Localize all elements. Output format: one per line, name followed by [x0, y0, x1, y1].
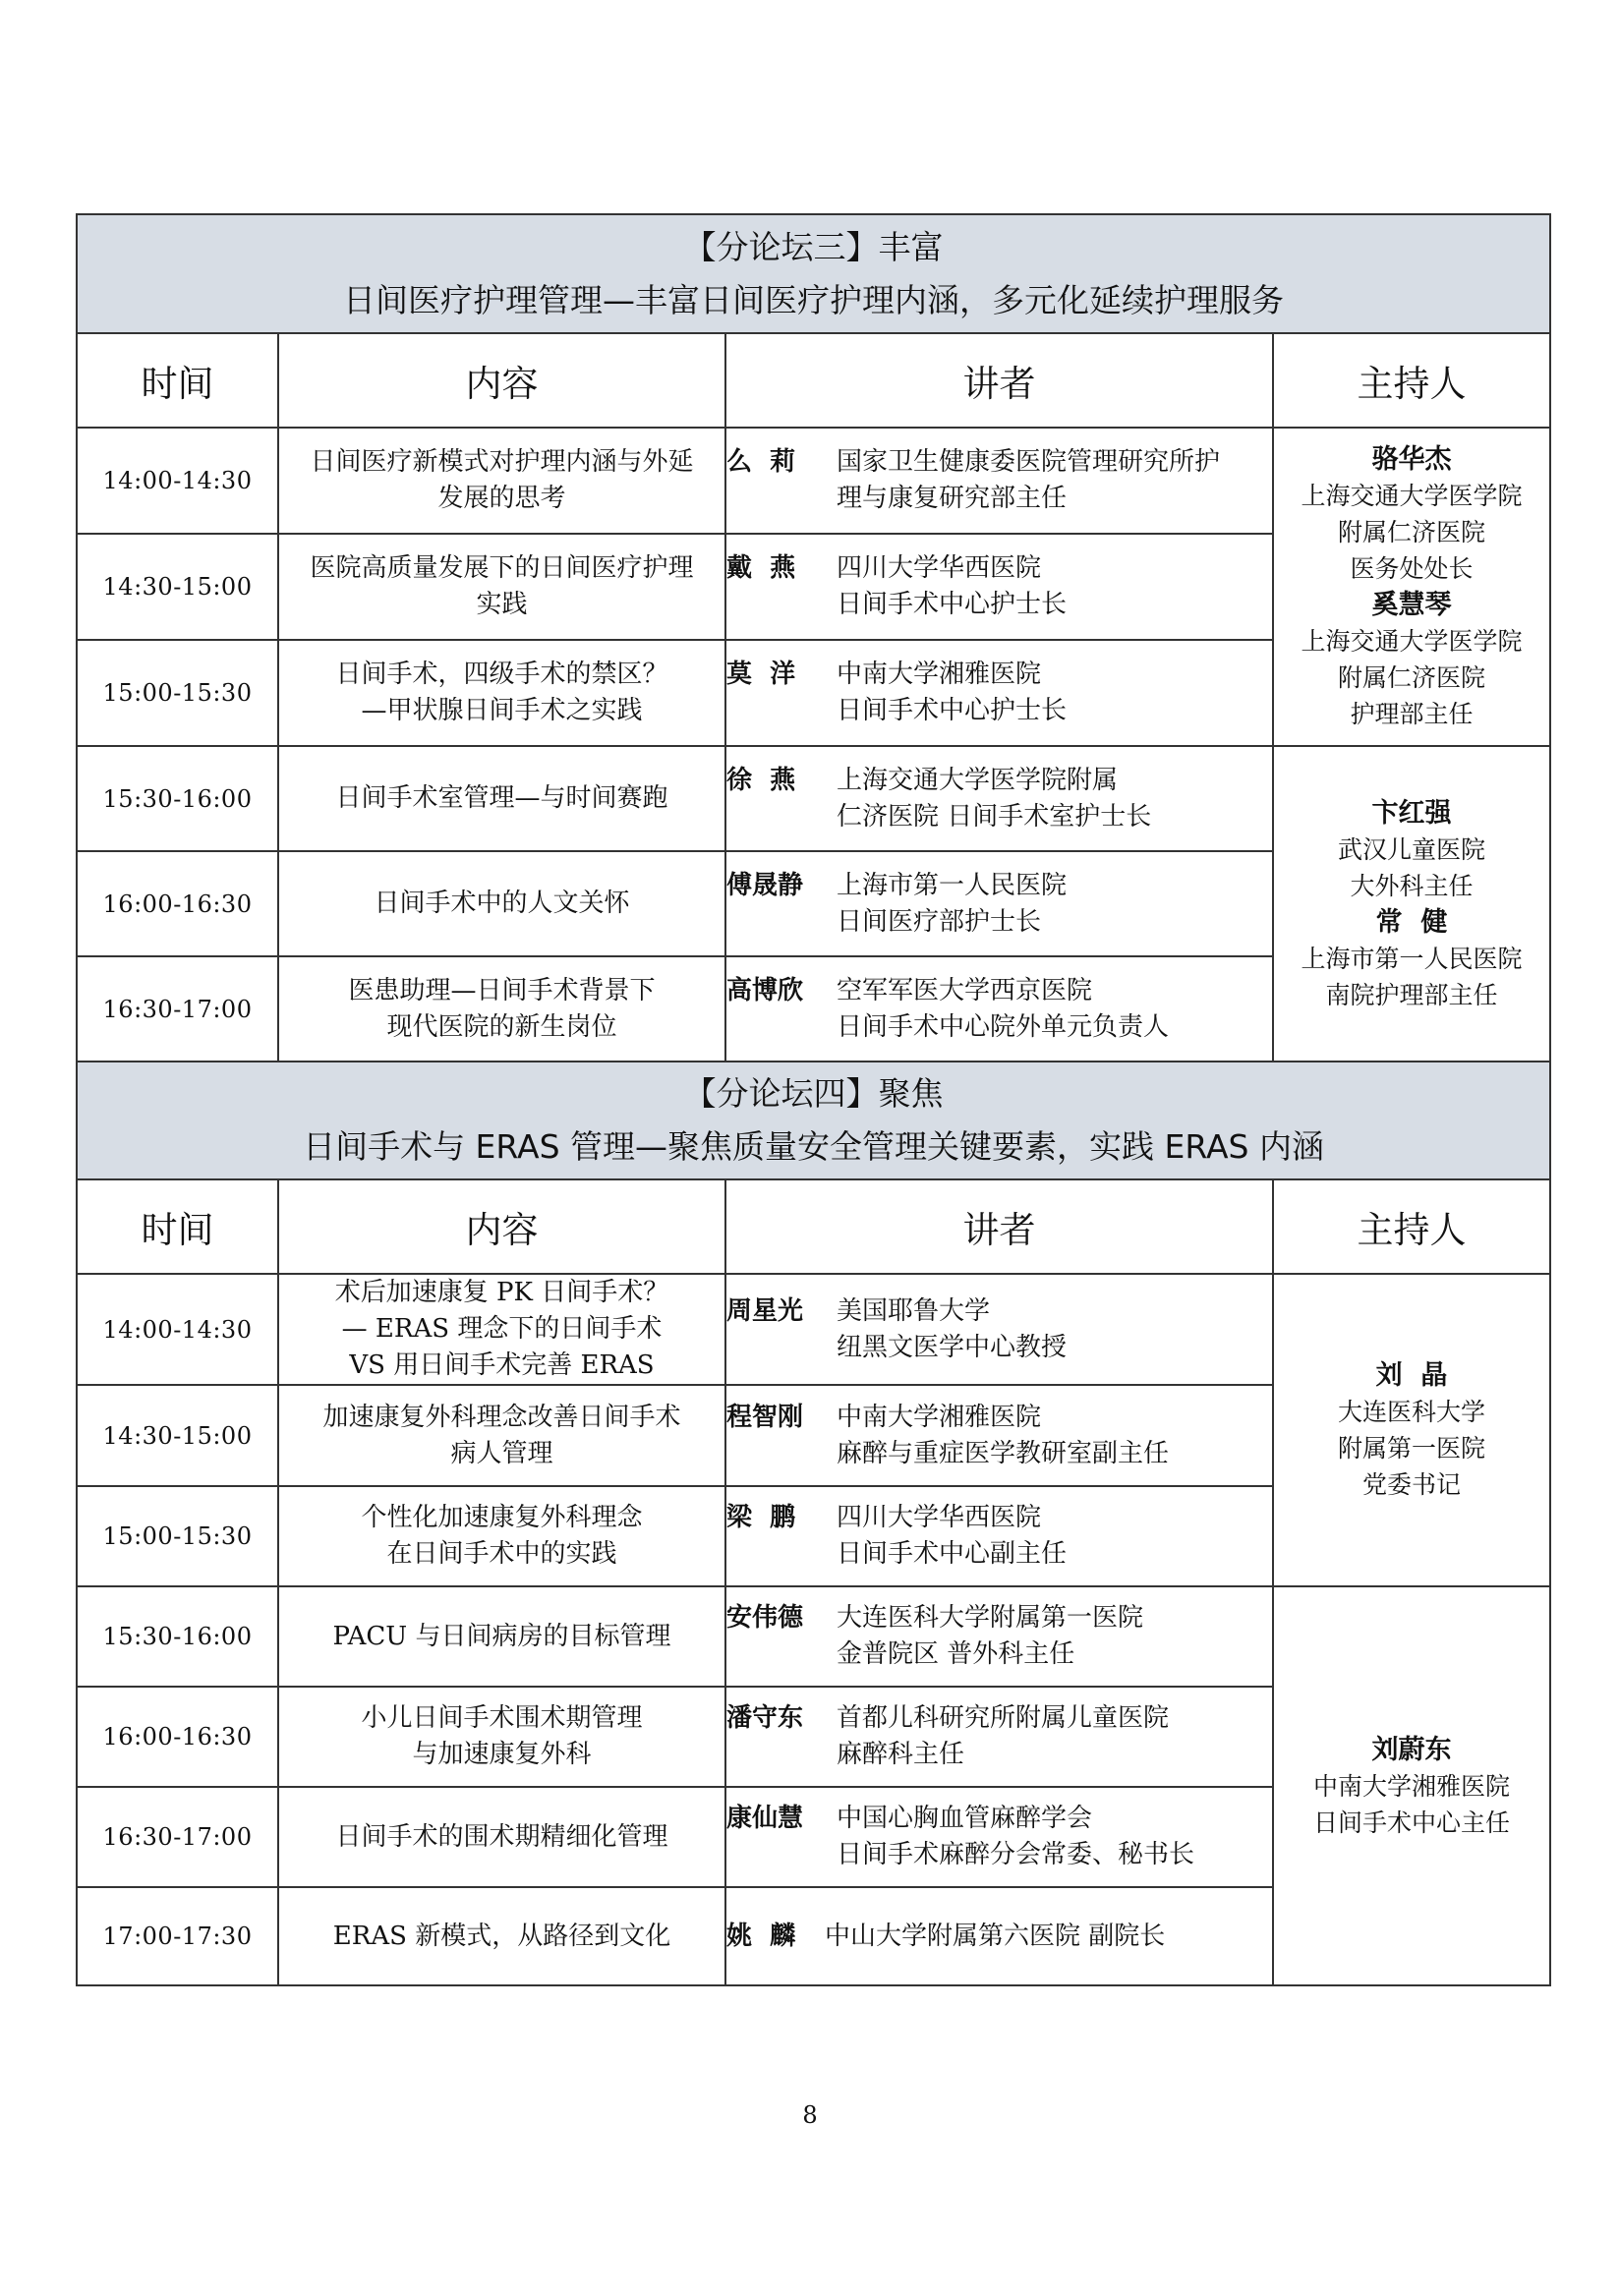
forum4-header-content: 内容 [278, 1179, 725, 1274]
session-topic: 医患助理—日间手术背景下 现代医院的新生岗位 [278, 956, 725, 1062]
session-time: 16:00-16:30 [77, 851, 278, 956]
session-speaker: 莫 洋 中南大学湘雅医院 日间手术中心护士长 [725, 640, 1273, 746]
speaker-name: 莫 洋 [726, 660, 796, 689]
forum4-host-1: 刘 晶 大连医科大学 附属第一医院 党委书记 [1273, 1274, 1550, 1586]
session-topic: 日间手术，四级手术的禁区？ —甲状腺日间手术之实践 [278, 640, 725, 746]
session-topic: 个性化加速康复外科理念 在日间手术中的实践 [278, 1486, 725, 1586]
session-time: 16:30-17:00 [77, 1787, 278, 1887]
speaker-name: 康仙慧 [726, 1804, 804, 1833]
session-time: 15:30-16:00 [77, 1586, 278, 1687]
table-row [77, 1586, 1550, 1687]
forum3-header-speaker: 讲者 [725, 333, 1273, 428]
table-row [77, 428, 1550, 534]
session-time: 17:00-17:30 [77, 1887, 278, 1985]
session-time: 14:00-14:30 [77, 1274, 278, 1385]
forum4-header-host: 主持人 [1273, 1179, 1550, 1274]
session-time: 16:30-17:00 [77, 956, 278, 1062]
session-time: 16:00-16:30 [77, 1687, 278, 1787]
session-topic: 加速康复外科理念改善日间手术 病人管理 [278, 1385, 725, 1486]
session-time: 14:00-14:30 [77, 428, 278, 534]
session-topic: 日间手术中的人文关怀 [278, 851, 725, 956]
session-speaker: 傅晟静 上海市第一人民医院 日间医疗部护士长 [725, 851, 1273, 956]
speaker-name: 程智刚 [726, 1402, 804, 1432]
session-time: 14:30-15:00 [77, 534, 278, 640]
session-topic: 术后加速康复 PK 日间手术？ — ERAS 理念下的日间手术 VS 用日间手术完善 ERAS [278, 1274, 725, 1385]
forum3-header-time: 时间 [77, 333, 278, 428]
table-row [77, 1274, 1550, 1385]
session-time: 15:00-15:30 [77, 640, 278, 746]
session-time: 15:00-15:30 [77, 1486, 278, 1586]
forum4-title: 【分论坛四】聚焦 [683, 1074, 944, 1113]
session-topic: ERAS 新模式，从路径到文化 [278, 1887, 725, 1985]
session-speaker: 安伟德 大连医科大学附属第一医院 金普院区 普外科主任 [725, 1586, 1273, 1687]
session-speaker: 潘守东 首都儿科研究所附属儿童医院 麻醉科主任 [725, 1687, 1273, 1787]
forum4-header-time: 时间 [77, 1179, 278, 1274]
session-time: 15:30-16:00 [77, 746, 278, 851]
speaker-name: 安伟德 [726, 1603, 804, 1633]
forum3-table [76, 213, 1551, 1063]
session-topic: 日间手术的围术期精细化管理 [278, 1787, 725, 1887]
forum4-table [76, 1061, 1551, 1986]
speaker-name: 潘守东 [726, 1703, 804, 1733]
session-speaker: 康仙慧 中国心胸血管麻醉学会 日间手术麻醉分会常委、秘书长 [725, 1787, 1273, 1887]
speaker-name: 梁 鹏 [726, 1503, 796, 1532]
session-speaker: 姚 麟 中山大学附属第六医院 副院长 [725, 1887, 1273, 1985]
session-speaker: 戴 燕 四川大学华西医院 日间手术中心护士长 [725, 534, 1273, 640]
forum3-header-content: 内容 [278, 333, 725, 428]
session-time: 14:30-15:00 [77, 1385, 278, 1486]
session-topic: 日间医疗新模式对护理内涵与外延 发展的思考 [278, 428, 725, 534]
session-speaker: 梁 鹏 四川大学华西医院 日间手术中心副主任 [725, 1486, 1273, 1586]
speaker-name: 高博欣 [726, 976, 804, 1005]
forum3-subtitle: 日间医疗护理管理—丰富日间医疗护理内涵，多元化延续护理服务 [343, 280, 1284, 319]
session-speaker: 程智刚 中南大学湘雅医院 麻醉与重症医学教研室副主任 [725, 1385, 1273, 1486]
forum4-banner [77, 1062, 1550, 1179]
session-topic: 小儿日间手术围术期管理 与加速康复外科 [278, 1687, 725, 1787]
session-speaker: 高博欣 空军军医大学西京医院 日间手术中心院外单元负责人 [725, 956, 1273, 1062]
speaker-name: 徐 燕 [726, 765, 796, 795]
forum4-subtitle: 日间手术与 ERAS 管理—聚焦质量安全管理关键要素，实践 ERAS 内涵 [303, 1127, 1324, 1166]
forum3-host-1: 骆华杰 上海交通大学医学院 附属仁济医院 医务处处长 奚慧琴 上海交通大学医学院 附属仁济医院 护理部主任 [1273, 428, 1550, 746]
session-speaker: 徐 燕 上海交通大学医学院附属 仁济医院 日间手术室护士长 [725, 746, 1273, 851]
session-speaker: 周星光 美国耶鲁大学 纽黑文医学中心教授 [725, 1274, 1273, 1385]
session-topic: PACU 与日间病房的目标管理 [278, 1586, 725, 1687]
forum3-banner [77, 214, 1550, 333]
forum3-host-2: 卞红强 武汉儿童医院 大外科主任 常 健 上海市第一人民医院 南院护理部主任 [1273, 746, 1550, 1062]
page-number: 8 [802, 2101, 818, 2129]
speaker-name: 姚 麟 [726, 1921, 796, 1951]
forum4-host-2: 刘蔚东 中南大学湘雅医院 日间手术中心主任 [1273, 1586, 1550, 1985]
speaker-name: 戴 燕 [726, 553, 796, 583]
forum3-title: 【分论坛三】丰富 [683, 227, 944, 266]
speaker-name: 周星光 [726, 1295, 804, 1326]
table-row [77, 746, 1550, 851]
speaker-name: 么 莉 [726, 447, 796, 477]
forum3-header-host: 主持人 [1273, 333, 1550, 428]
session-speaker: 么 莉 国家卫生健康委医院管理研究所护 理与康复研究部主任 [725, 428, 1273, 534]
session-topic: 医院高质量发展下的日间医疗护理 实践 [278, 534, 725, 640]
speaker-name: 傅晟静 [726, 870, 804, 900]
session-topic: 日间手术室管理—与时间赛跑 [278, 746, 725, 851]
forum4-header-speaker: 讲者 [725, 1179, 1273, 1274]
